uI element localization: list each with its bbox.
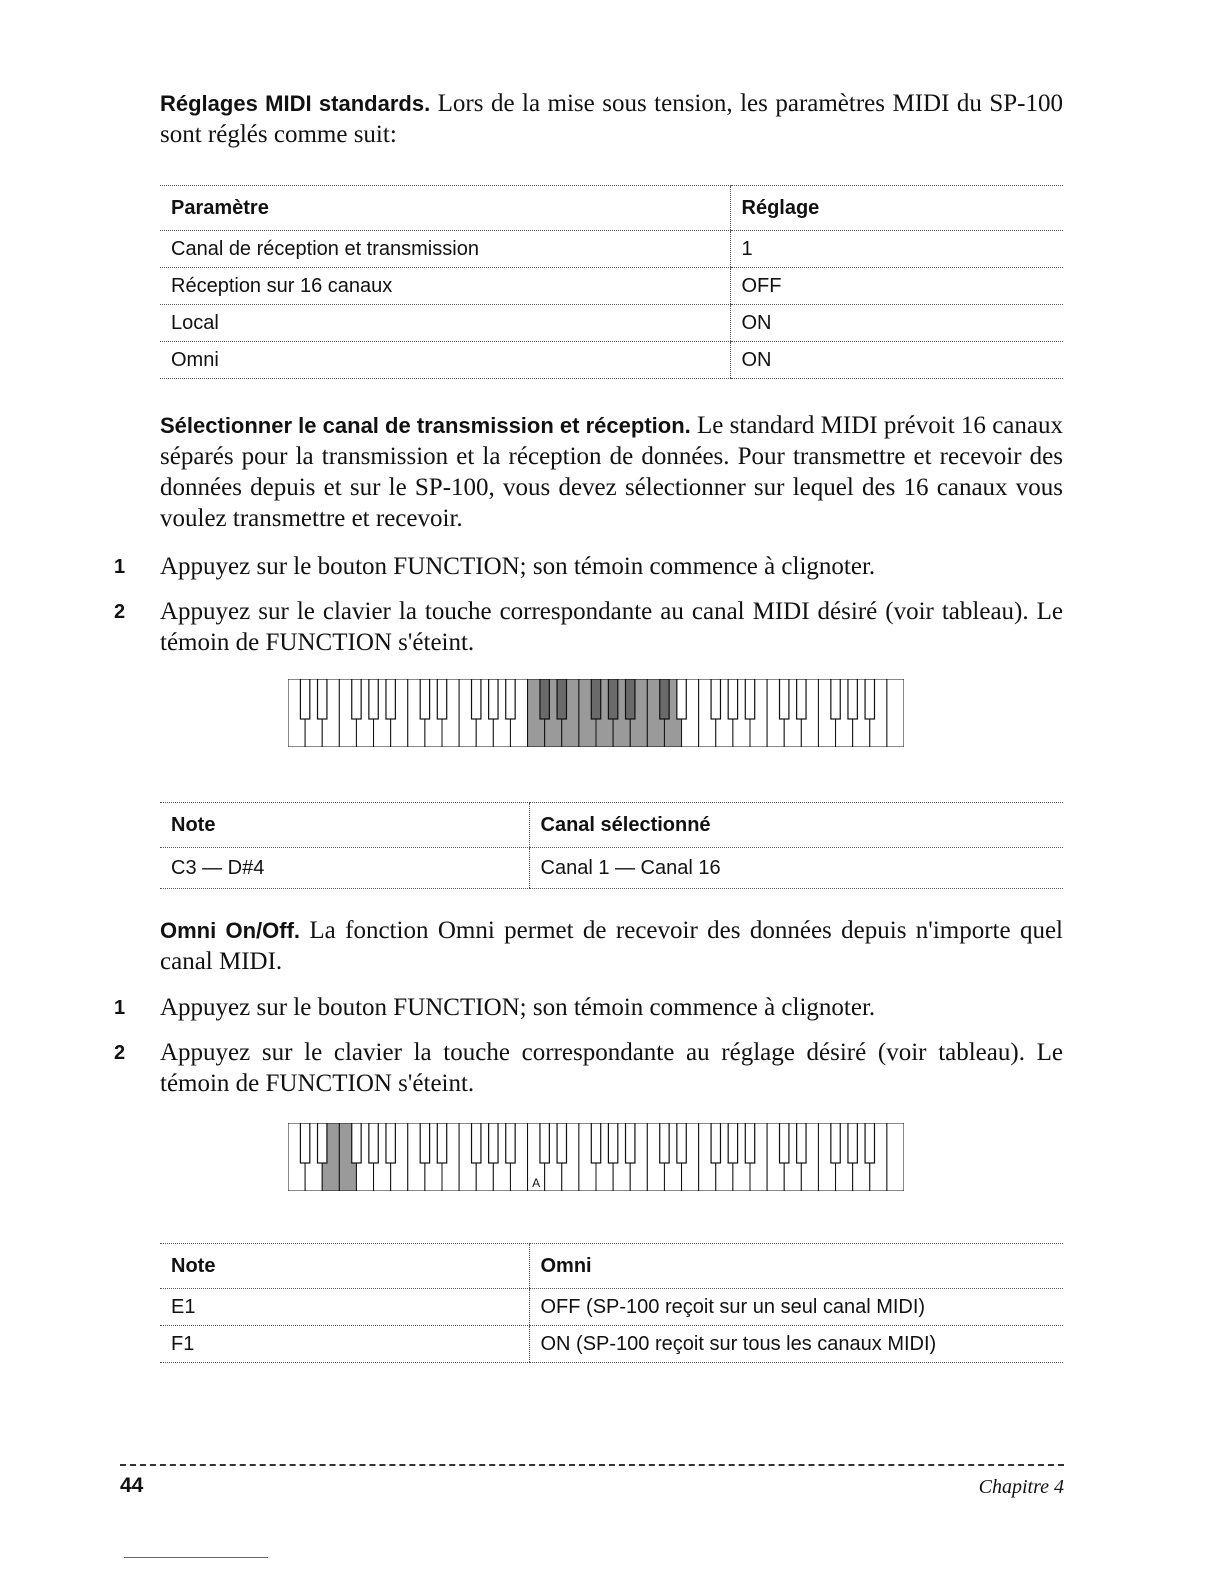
black-key — [797, 1123, 806, 1163]
black-key — [831, 1123, 840, 1163]
bottom-rule — [124, 1557, 268, 1558]
step-text: Appuyez sur le clavier la touche correspondante au réglage désiré (voir tableau). Le témoin de FUNCTION s'éteint. — [160, 1039, 1063, 1097]
section-lead: Omni On/Off. — [160, 918, 301, 943]
black-key — [557, 679, 566, 719]
table-cell: Canal 1 — Canal 16 — [529, 848, 1063, 889]
step-number: 2 — [114, 601, 126, 623]
table-cell: Local — [160, 305, 730, 342]
black-key — [386, 1123, 395, 1163]
black-key — [660, 679, 669, 719]
table-row — [160, 1326, 1063, 1363]
table-cell: Omni — [160, 342, 730, 379]
black-key — [318, 1123, 327, 1163]
black-key — [506, 679, 515, 719]
keyboard-diagram-channels — [288, 679, 904, 747]
step-text: Appuyez sur le bouton FUNCTION; son témoin commence à clignoter. — [160, 994, 876, 1021]
chapter-label: Chapitre 4 — [978, 1476, 1064, 1498]
black-key — [437, 1123, 446, 1163]
black-key — [831, 679, 840, 719]
table-header-row — [160, 803, 1063, 848]
table-row — [160, 342, 1063, 379]
black-key — [540, 679, 549, 719]
black-key — [660, 1123, 669, 1163]
footer-divider — [120, 1464, 1064, 1466]
black-key — [489, 1123, 498, 1163]
page-number: 44 — [120, 1474, 144, 1497]
section-text: La fonction Omni permet de recevoir des données depuis n'importe quel canal MIDI. — [160, 917, 1063, 975]
black-key — [420, 679, 429, 719]
black-key — [472, 1123, 481, 1163]
omni-table — [160, 1243, 1063, 1363]
black-key — [437, 679, 446, 719]
table-cell: ON — [730, 305, 1063, 342]
table-row — [160, 305, 1063, 342]
table-row — [160, 231, 1063, 268]
step-number: 2 — [114, 1042, 126, 1064]
black-key — [848, 679, 857, 719]
black-key — [626, 1123, 635, 1163]
column-header: Réglage — [730, 186, 1063, 231]
step-text: Appuyez sur le bouton FUNCTION; son témoin commence à clignoter. — [160, 553, 876, 580]
black-key — [506, 1123, 515, 1163]
table-cell: ON (SP-100 reçoit sur tous les canaux MIDI) — [529, 1326, 1063, 1363]
table-cell: OFF — [730, 268, 1063, 305]
section-lead: Sélectionner le canal de transmission et réception. — [160, 413, 691, 438]
black-key — [300, 1123, 309, 1163]
table-row — [160, 1289, 1063, 1326]
column-header: Paramètre — [160, 186, 730, 231]
section-text: Le standard MIDI prévoit 16 canaux séparés pour la transmission et la réception de données. Pour transmettre et recevoir des données depuis et sur le SP-100, vous devez sélectionner sur lequel des 16 canaux vous voulez transmettre et recevoir. — [160, 412, 1063, 532]
black-key — [352, 679, 361, 719]
white-key — [887, 679, 904, 747]
black-key — [848, 1123, 857, 1163]
default-settings-table — [160, 185, 1063, 379]
column-header: Note — [160, 1244, 529, 1289]
channel-table — [160, 802, 1063, 889]
table-cell: OFF (SP-100 reçoit sur un seul canal MIDI) — [529, 1289, 1063, 1326]
black-key — [677, 679, 686, 719]
step-text: Appuyez sur le clavier la touche correspondante au canal MIDI désiré (voir tableau). Le témoin de FUNCTION s'éteint. — [160, 598, 1063, 656]
table-cell: Canal de réception et transmission — [160, 231, 730, 268]
black-key — [369, 1123, 378, 1163]
section-lead: Réglages MIDI standards. — [160, 91, 431, 116]
black-key — [386, 679, 395, 719]
black-key — [780, 1123, 789, 1163]
black-key — [608, 1123, 617, 1163]
black-key — [677, 1123, 686, 1163]
step-number: 1 — [114, 997, 126, 1019]
table-cell: E1 — [160, 1289, 529, 1326]
black-key — [745, 1123, 754, 1163]
table-cell: C3 — D#4 — [160, 848, 529, 889]
table-row — [160, 268, 1063, 305]
black-key — [797, 679, 806, 719]
black-key — [352, 1123, 361, 1163]
black-key — [369, 679, 378, 719]
black-key — [865, 679, 874, 719]
black-key — [540, 1123, 549, 1163]
table-header-row — [160, 186, 1063, 231]
black-key — [489, 679, 498, 719]
black-key — [780, 679, 789, 719]
table-header-row — [160, 1244, 1063, 1289]
black-key — [728, 1123, 737, 1163]
black-key — [300, 679, 309, 719]
black-key — [591, 1123, 600, 1163]
column-header: Canal sélectionné — [529, 803, 1063, 848]
table-cell: Réception sur 16 canaux — [160, 268, 730, 305]
black-key — [318, 679, 327, 719]
keyboard-diagram-omni — [288, 1123, 904, 1191]
column-header: Note — [160, 803, 529, 848]
black-key — [711, 679, 720, 719]
black-key — [608, 679, 617, 719]
black-key — [745, 679, 754, 719]
black-key — [711, 1123, 720, 1163]
black-key — [420, 1123, 429, 1163]
section-text: Lors de la mise sous tension, les paramètres MIDI du SP-100 sont réglés comme suit: — [160, 90, 1063, 148]
step-number: 1 — [114, 556, 126, 578]
section-standard-midi — [160, 88, 1063, 150]
middle-c-marker: A — [532, 1176, 541, 1190]
black-key — [472, 679, 481, 719]
table-cell: F1 — [160, 1326, 529, 1363]
column-header: Omni — [529, 1244, 1063, 1289]
black-key — [626, 679, 635, 719]
table-row — [160, 848, 1063, 889]
table-cell: ON — [730, 342, 1063, 379]
section-omni — [160, 915, 1063, 977]
section-select-channel — [160, 410, 1063, 534]
black-key — [557, 1123, 566, 1163]
table-cell: 1 — [730, 231, 1063, 268]
black-key — [865, 1123, 874, 1163]
black-key — [728, 679, 737, 719]
black-key — [591, 679, 600, 719]
white-key — [887, 1123, 904, 1191]
